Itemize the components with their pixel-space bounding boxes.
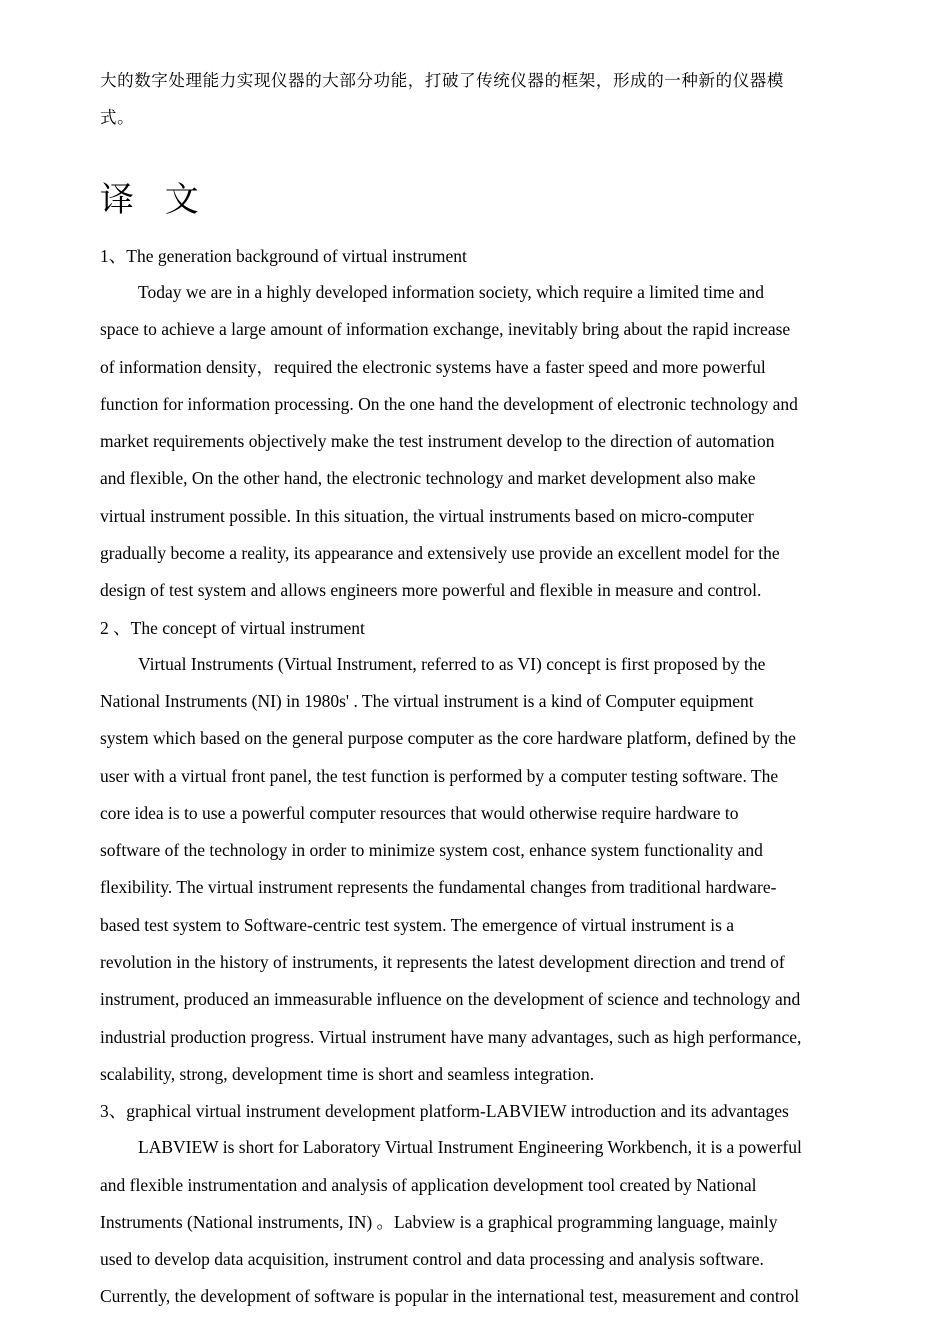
text-line: flexibility. The virtual instrument represents the fundamental changes from traditional hardware- <box>100 877 777 898</box>
section-2-heading: 2 、The concept of virtual instrument <box>100 617 365 638</box>
document-page <box>100 62 868 1316</box>
text-line: industrial production progress. Virtual instrument have many advantages, such as high performance, <box>100 1026 802 1047</box>
text-line: 大的数字处理能力实现仪器的大部分功能，打破了传统仪器的框架，形成的一种新的仪器模 <box>100 71 784 90</box>
text-line: 式。 <box>100 108 135 127</box>
text-line: design of test system and allows engineers more powerful and flexible in measure and control. <box>100 580 762 601</box>
section-1-paragraph <box>100 274 868 610</box>
text-line: scalability, strong, development time is short and seamless integration. <box>100 1063 595 1084</box>
section-3-paragraph <box>100 1129 868 1315</box>
text-line: of information density，required the electronic systems have a faster speed and more powerful <box>100 356 766 377</box>
text-line: revolution in the history of instruments, it represents the latest development direction and trend of <box>100 952 785 973</box>
text-line: LABVIEW is short for Laboratory Virtual Instrument Engineering Workbench, it is a powerful <box>138 1137 802 1158</box>
text-line: core idea is to use a powerful computer resources that would otherwise require hardware to <box>100 802 739 823</box>
text-line: National Instruments (NI) in 1980s' . The virtual instrument is a kind of Computer equipment <box>100 690 754 711</box>
text-line: and flexible instrumentation and analysis of application development tool created by National <box>100 1174 757 1195</box>
text-line: market requirements objectively make the test instrument develop to the direction of automation <box>100 431 775 452</box>
text-line: system which based on the general purpose computer as the core hardware platform, defined by the <box>100 728 796 749</box>
text-line: software of the technology in order to minimize system cost, enhance system functionality and <box>100 840 763 861</box>
text-line: instrument, produced an immeasurable influence on the development of science and technology and <box>100 989 801 1010</box>
text-line: Today we are in a highly developed information society, which require a limited time and <box>138 282 764 302</box>
text-line: virtual instrument possible. In this situation, the virtual instruments based on micro-computer <box>100 505 754 526</box>
text-line: function for information processing. On the one hand the development of electronic technology and <box>100 393 798 414</box>
text-line: used to develop data acquisition, instrument control and data processing and analysis software. <box>100 1249 764 1270</box>
text-line: Currently, the development of software is popular in the international test, measurement and control <box>100 1286 800 1307</box>
text-line: user with a virtual front panel, the test function is performed by a computer testing software. The <box>100 765 779 786</box>
section-3-heading: 3、graphical virtual instrument development platform-LABVIEW introduction and its advantages <box>100 1101 789 1122</box>
section-2-paragraph <box>100 646 868 1094</box>
translation-title: 译 文 <box>100 180 209 220</box>
text-line: Virtual Instruments (Virtual Instrument, referred to as VI) concept is first proposed by the <box>138 653 766 674</box>
text-line: and flexible, On the other hand, the electronic technology and market development also make <box>100 468 756 489</box>
text-line: gradually become a reality, its appearance and extensively use provide an excellent model for the <box>100 543 780 564</box>
section-1-heading: 1、The generation background of virtual instrument <box>100 246 467 266</box>
text-line: Instruments (National instruments, IN) 。Labview is a graphical programming language, mainly <box>100 1211 778 1232</box>
intro-paragraph <box>100 62 868 136</box>
text-line: space to achieve a large amount of information exchange, inevitably bring about the rapid increase <box>100 319 791 340</box>
text-line: based test system to Software-centric test system. The emergence of virtual instrument is a <box>100 914 735 935</box>
